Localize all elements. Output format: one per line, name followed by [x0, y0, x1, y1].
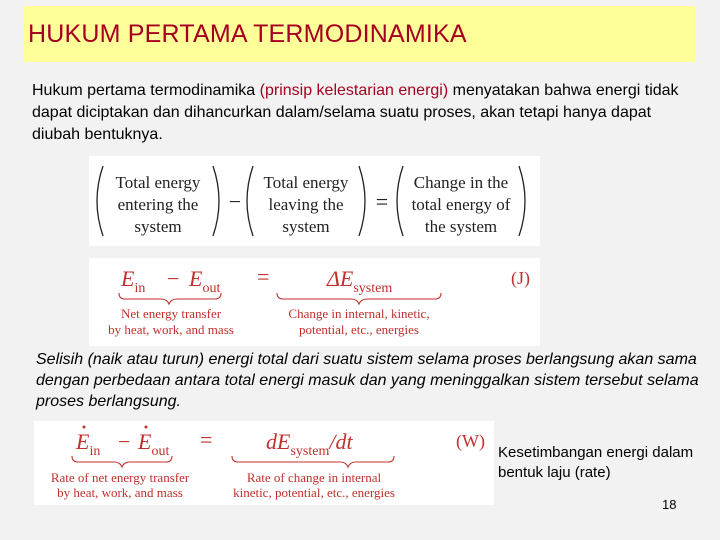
intro-highlight: (prinsip kelestarian energi) [259, 82, 449, 99]
energy-unit: (J) [511, 268, 530, 288]
left-paren-3 [397, 166, 403, 236]
word-equation-diagram [89, 156, 540, 246]
energy-rhs-caption-2: potential, etc., energies [299, 322, 419, 337]
rate-rhs-caption-2: kinetic, potential, etc., energies [233, 485, 395, 500]
rate-de-symbol: dE [266, 429, 291, 454]
svg-text:Ein [120, 266, 145, 296]
energy-equation-diagram [89, 258, 540, 346]
rate-de-subscript: system [290, 444, 330, 459]
svg-text:dEsystem/dt [266, 429, 353, 459]
word-term1-line2: entering the [117, 195, 199, 214]
word-equals: = [375, 189, 389, 214]
intro-text-start: Hukum pertama termodinamika [32, 82, 260, 99]
explanation-paragraph: Selisih (naik atau turun) energi total dari suatu sistem selama proses berlangsung akan sama dengan perbedaan antara total energi masuk dan yang meninggalkan sistem tersebut selama proses berlangsung. [36, 351, 699, 410]
svg-text:Eout [188, 266, 220, 296]
rate-equation-box [34, 421, 494, 505]
word-term3-line3: the system [424, 217, 498, 236]
rate-lhs-caption-2: by heat, work, and mass [57, 485, 183, 500]
rate-ein-subscript: in [89, 444, 101, 459]
page-number: 18 [662, 497, 677, 512]
rate-minus: − [118, 429, 131, 454]
delta-e-subscript: system [353, 281, 393, 296]
word-minus: − [228, 189, 242, 214]
rate-ein-symbol: E [76, 429, 90, 454]
intro-text-end: menyatakan bahwa energi tidak dapat diciptakan dan dihancurkan dalam/selama suatu proses, akan tetapi hanya dapat diubah bentuknya. [32, 82, 679, 143]
energy-equation-box [89, 258, 540, 346]
energy-lhs-caption-1: Net energy transfer [120, 306, 222, 321]
word-term2-line3: system [282, 217, 330, 236]
rate-lhs-caption-1: Rate of net energy transfer [50, 470, 190, 485]
word-term2-line1: Total energy [263, 173, 349, 192]
svg-text:ΔEsystem [326, 266, 392, 296]
page-title: HUKUM PERTAMA TERMODINAMIKA [28, 20, 467, 48]
rate-equation-diagram [34, 421, 494, 505]
rate-unit: (W) [456, 431, 485, 451]
rate-equals: = [200, 427, 213, 452]
rate-eout-symbol: E [138, 429, 152, 454]
eout-symbol: E [189, 266, 203, 291]
energy-rhs-caption-1: Change in internal, kinetic, [288, 306, 430, 321]
word-term2-line2: leaving the [268, 195, 344, 214]
rate-dt: /dt [329, 429, 353, 454]
word-term1-line1: Total energy [115, 173, 201, 192]
svg-text:Ein [75, 429, 100, 459]
word-equation-box [89, 156, 540, 246]
energy-minus: − [167, 266, 180, 291]
energy-equals: = [257, 264, 270, 289]
rate-rhs-caption-1: Rate of change in internal [246, 470, 382, 485]
energy-lhs-caption-2: by heat, work, and mass [108, 322, 234, 337]
right-paren-2 [359, 166, 365, 236]
word-term1-line3: system [134, 217, 182, 236]
intro-paragraph [32, 80, 692, 146]
left-paren-2 [247, 166, 253, 236]
svg-text:Eout [137, 429, 169, 459]
delta-e-symbol: ΔE [327, 266, 354, 291]
ein-symbol: E [121, 266, 135, 291]
rate-label: Kesetimbangan energi dalam bentuk laju (rate) [498, 444, 694, 481]
word-term3-line2: total energy of [411, 195, 511, 214]
title-bar [24, 6, 696, 62]
rate-eout-subscript: out [151, 444, 170, 459]
right-paren-3 [519, 166, 525, 236]
ein-subscript: in [134, 281, 146, 296]
word-term3-line1: Change in the [413, 173, 509, 192]
right-paren-1 [213, 166, 219, 236]
eout-subscript: out [202, 281, 221, 296]
left-paren-1 [97, 166, 103, 236]
